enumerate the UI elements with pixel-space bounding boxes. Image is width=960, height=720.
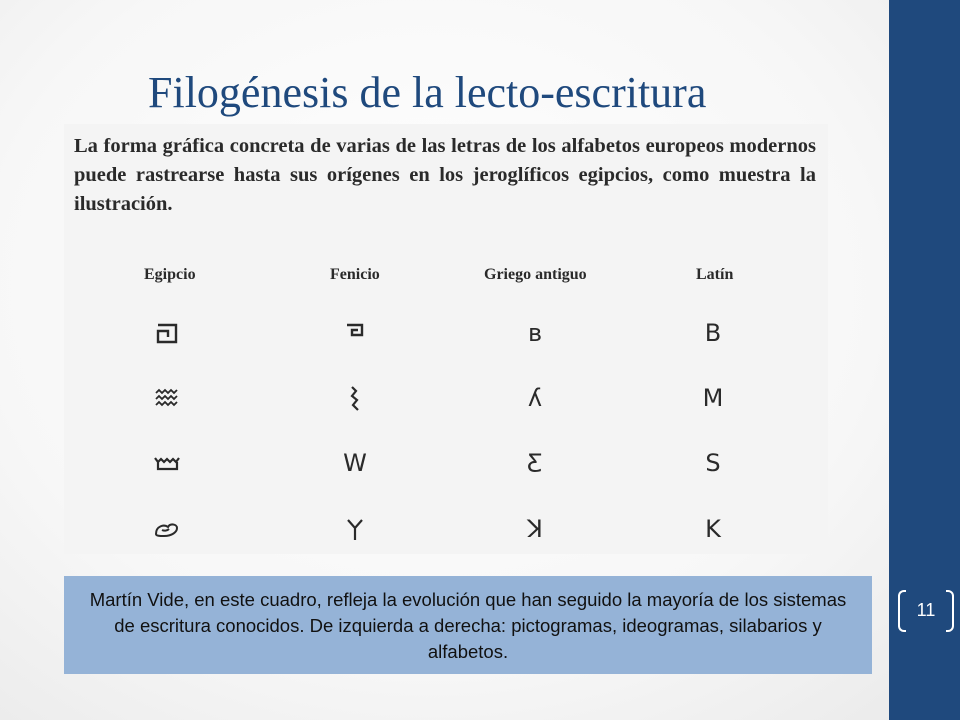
scanned-figure xyxy=(64,124,828,554)
phoenician-kaph-icon xyxy=(338,512,372,546)
caption-text: Martín Vide, en este cuadro, refleja la evolución que han seguido la mayoría de los sistemas de escritura conocidos. De izquierda a derecha: pictogramas, ideogramas, silabarios y alfabetos. xyxy=(89,589,847,662)
latin-s-glyph: S xyxy=(705,449,721,477)
greek-mu-glyph: ʎ xyxy=(527,384,543,412)
slide-title: Filogénesis de la lecto-escritura xyxy=(148,68,707,117)
greek-beta-glyph: ʙ xyxy=(528,319,542,347)
egyptian-hand-icon xyxy=(150,512,184,546)
caption-box xyxy=(64,576,872,674)
phoenician-mem-icon xyxy=(338,381,372,415)
latin-k-glyph: K xyxy=(705,515,721,543)
greek-kappa-glyph: ꓘ xyxy=(527,515,543,543)
latin-b-glyph: B xyxy=(704,319,722,347)
greek-sigma-glyph: Ƹ xyxy=(527,449,543,477)
column-header-latin: Latín xyxy=(696,266,734,283)
phoenician-beth-icon xyxy=(338,316,372,350)
scan-intro-text: La forma gráfica concreta de varias de las letras de los alfabetos europeos modernos puede rastrearse hasta sus orígenes en los jeroglíficos egipcios, como muestra la ilustración. xyxy=(74,135,816,215)
egyptian-pool-icon xyxy=(150,446,184,480)
bracket-right xyxy=(946,590,954,632)
phoenician-shin-glyph: W xyxy=(343,449,367,477)
column-header-egipcio: Egipcio xyxy=(144,266,196,283)
column-header-griego: Griego antiguo xyxy=(484,266,587,283)
column-header-fenicio: Fenicio xyxy=(330,266,380,283)
latin-m-glyph: M xyxy=(702,384,724,412)
egyptian-house-icon xyxy=(150,316,184,350)
page-number: 11 xyxy=(916,600,936,620)
egyptian-water-icon xyxy=(150,381,184,415)
page-number-badge xyxy=(898,590,954,632)
